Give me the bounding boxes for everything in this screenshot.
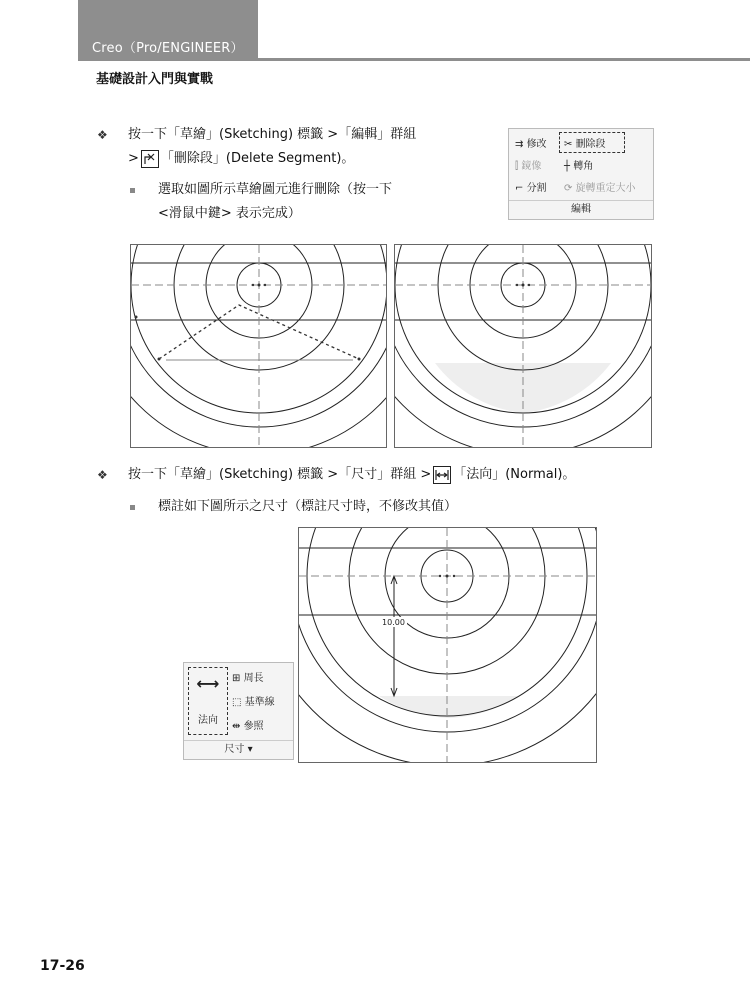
bullet-diamond-icon: ❖	[97, 128, 108, 142]
baseline-label: 基準線	[244, 697, 275, 708]
mirror-label: 鏡像	[521, 161, 542, 172]
step1-line1: 按一下「草繪」(Sketching) 標籤 >「編輯」群組	[128, 127, 417, 142]
edit-group-panel	[508, 128, 654, 220]
delete-segment-label: 刪除段	[575, 139, 606, 150]
perimeter-label: 周長	[243, 673, 264, 684]
divide-tool[interactable]: ⌐ 分割	[515, 183, 547, 194]
perimeter-tool[interactable]: ⊞ 周長	[232, 673, 264, 684]
mirror-tool[interactable]: ⫿ 鏡像	[515, 161, 542, 172]
normal-label: 法向	[198, 715, 218, 726]
step2-sub-line1: 標註如下圖所示之尺寸（標註尺寸時，不修改其值）	[158, 499, 458, 514]
normal-dimension-icon	[433, 466, 451, 484]
step1-line2-text: 「刪除段」(Delete Segment)。	[160, 151, 355, 166]
book-title: Creo（Pro/ENGINEER）	[92, 41, 244, 56]
modify-label: 修改	[526, 139, 547, 150]
reference-tool[interactable]: ⇹ 參照	[232, 721, 264, 732]
normal-dimension-tool[interactable]	[188, 667, 228, 735]
step2-line1-suffix: 「法向」(Normal)。	[453, 467, 576, 482]
step2-line1-prefix: 按一下「草繪」(Sketching) 標籤 >「尺寸」群組 >	[128, 467, 432, 482]
rotate-resize-label: 旋轉重定大小	[575, 183, 636, 194]
sub-bullet-square	[130, 505, 135, 510]
header-rule	[78, 58, 750, 61]
chapter-subtitle: 基礎設計入門與實戰	[96, 72, 214, 87]
step1-line2	[128, 148, 354, 170]
dimension-value: 10.00	[382, 618, 405, 627]
bullet-diamond-icon: ❖	[97, 468, 108, 482]
step1-line2-prefix: >	[128, 151, 139, 166]
figure-dimensioned	[298, 527, 597, 763]
dimension-group-label[interactable]: 尺寸 ▾	[184, 740, 293, 759]
modify-tool[interactable]: ⇉ 修改	[515, 139, 547, 150]
page-number: 17-26	[40, 958, 85, 974]
delete-segment-tool[interactable]: ✂ 刪除段	[559, 132, 625, 153]
step1-sub-line1: 選取如圖所示草繪圖元進行刪除（按一下	[158, 182, 393, 197]
sub-bullet-square	[130, 188, 135, 193]
baseline-tool[interactable]: ⬚ 基準線	[232, 697, 275, 708]
delete-segment-icon	[141, 150, 159, 168]
figure-after-delete	[394, 244, 652, 448]
dimension-group-panel	[183, 662, 294, 760]
reference-label: 參照	[243, 721, 264, 732]
corner-label: 轉角	[573, 161, 594, 172]
corner-tool[interactable]: ┼ 轉角	[564, 161, 594, 172]
normal-arrow-icon: ⟷	[196, 674, 220, 693]
step1-sub-line2: <滑鼠中鍵> 表示完成）	[158, 206, 301, 221]
divide-label: 分割	[526, 183, 547, 194]
rotate-resize-tool[interactable]: ⟳ 旋轉重定大小	[564, 183, 636, 194]
figure-before-delete	[130, 244, 387, 448]
edit-group-label: 編輯	[509, 200, 653, 219]
step2-line1	[128, 464, 575, 486]
